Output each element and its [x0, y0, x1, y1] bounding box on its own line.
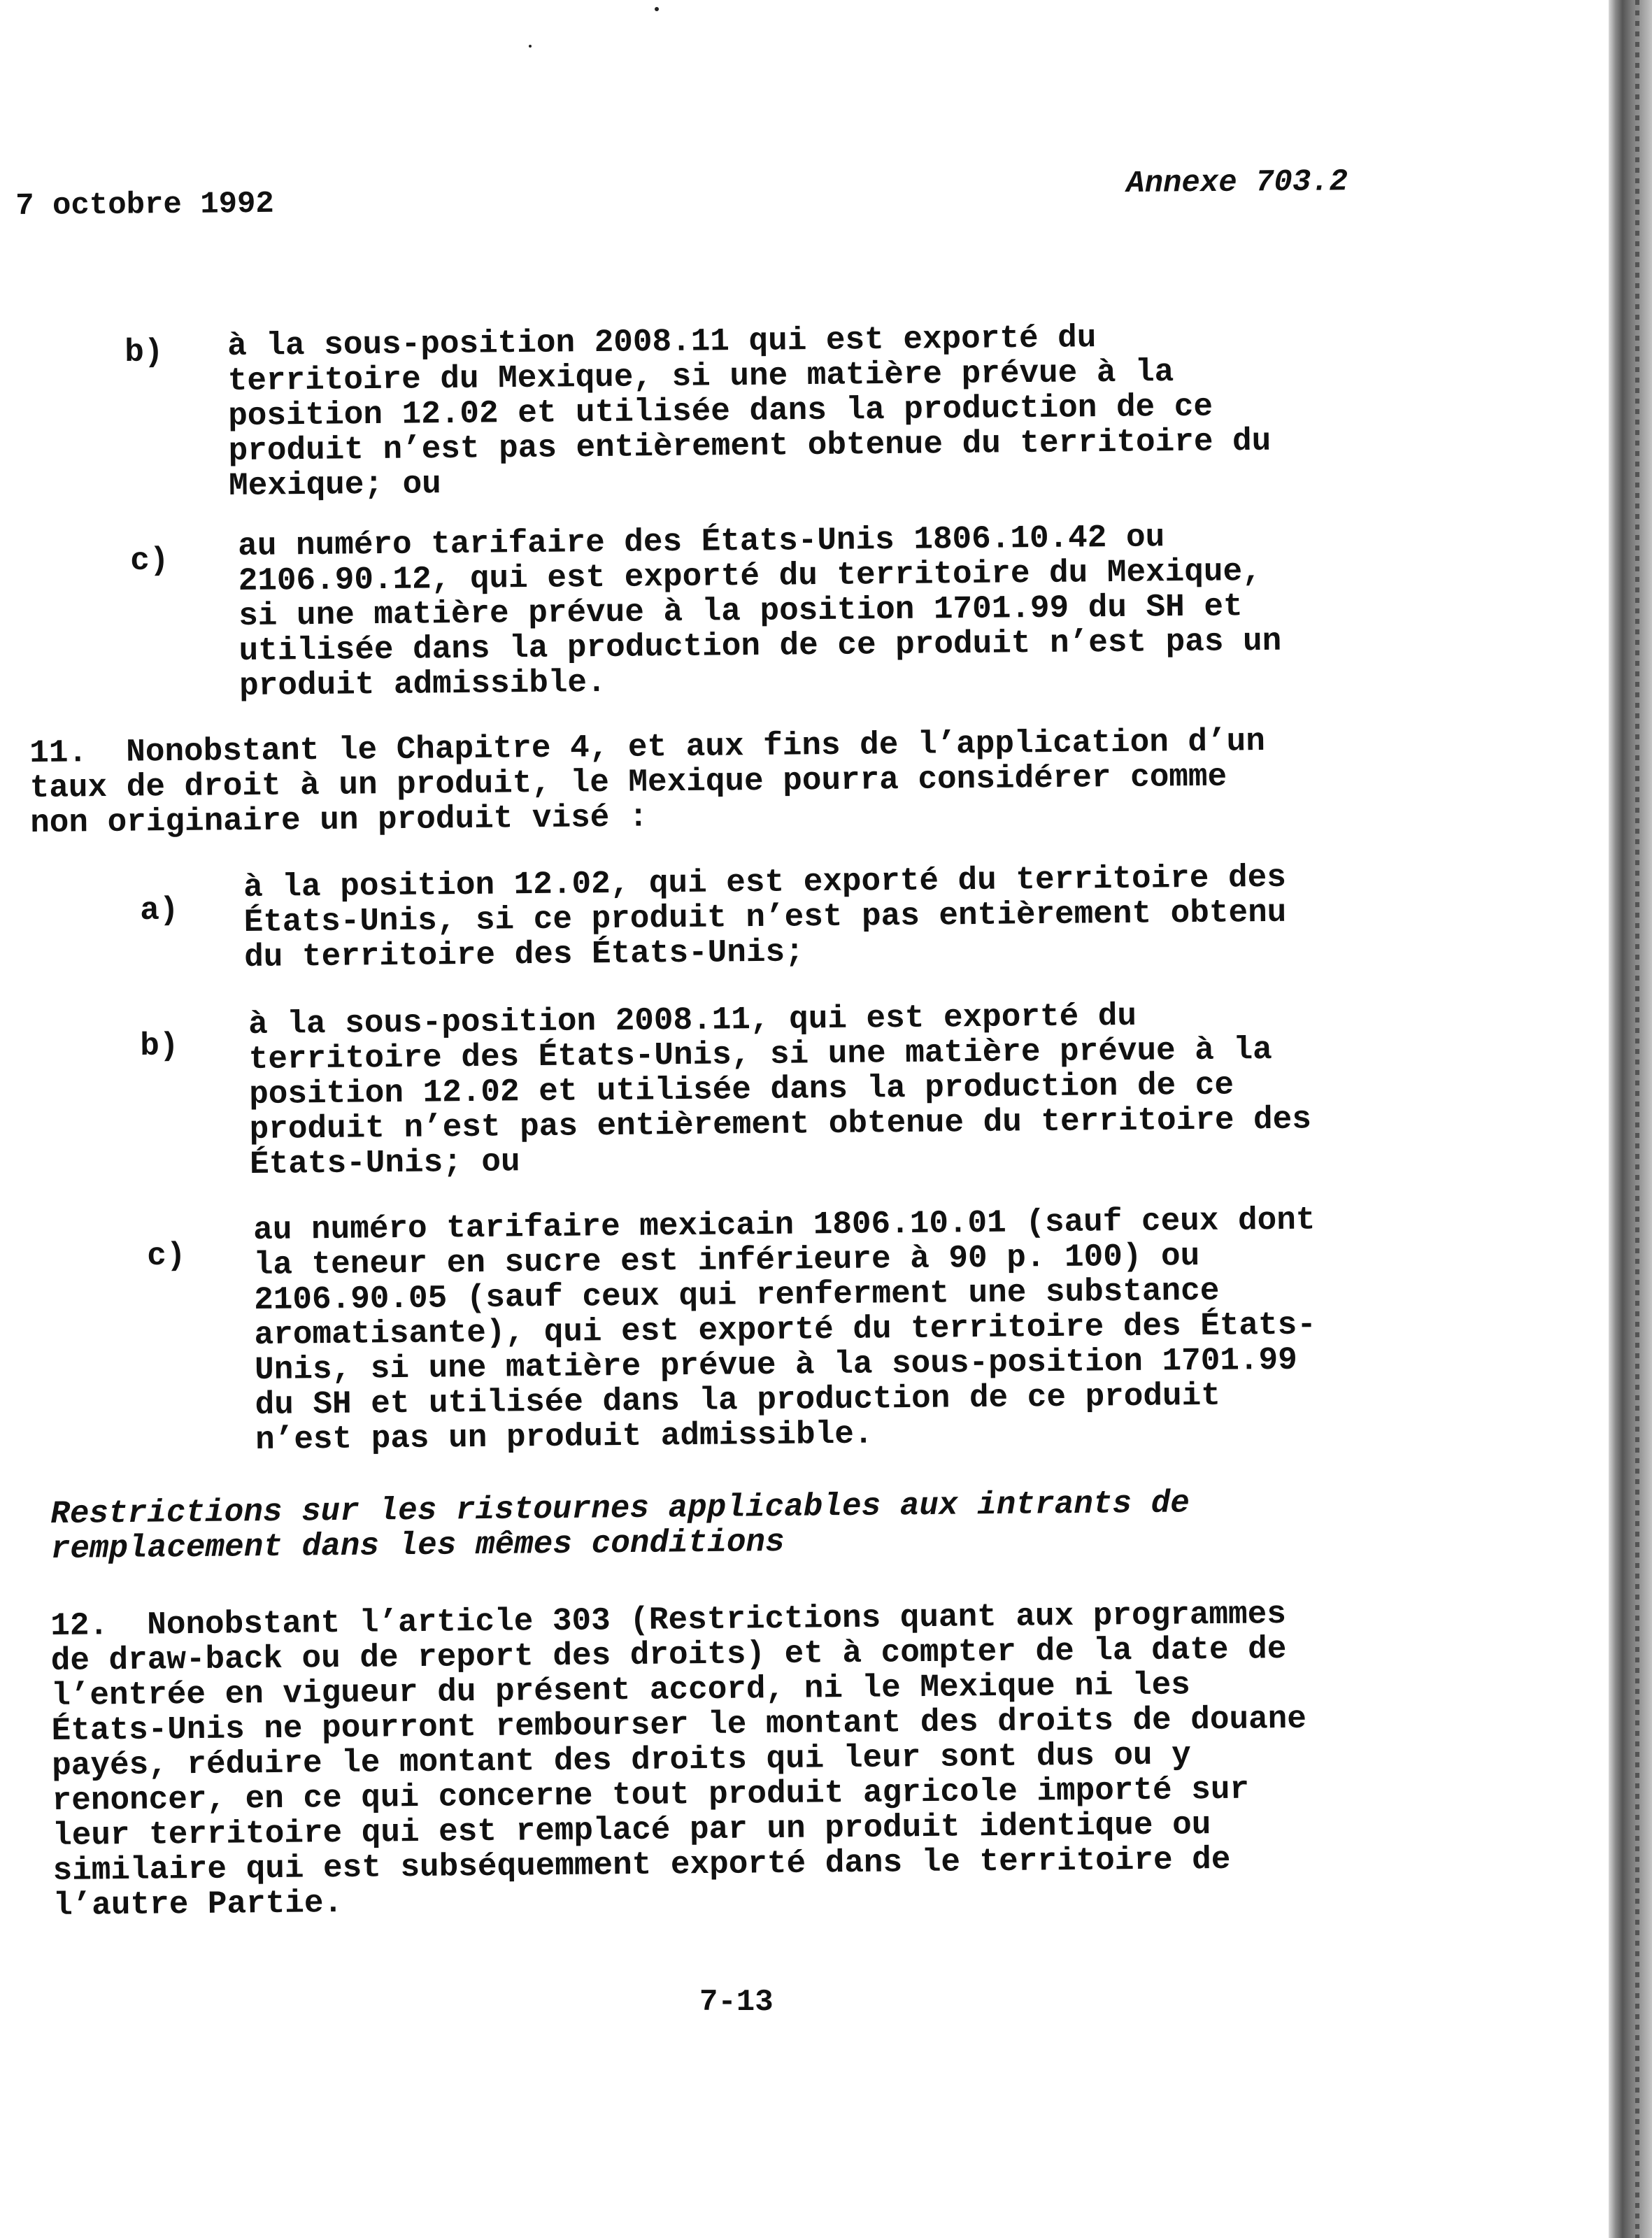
item-text-10c: au numéro tarifaire des États-Unis 1806.10.42 ou 2106.90.12, qui est exporté du territoire du Mexique, si une matière prévue à la position 1701.99 du SH et utilisée dans la production de ce produit n’est pas un produit admissible. — [237, 519, 1282, 704]
item-letter-10c: c) — [130, 542, 169, 579]
scan-edge-shadow — [1635, 0, 1639, 2238]
paragraph-12: 12. Nonobstant l’article 303 (Restrictions quant aux programmes de draw-back ou de report des droits) et à compter de la date de l’entrée en vigueur du présent accord, ni le Mexique ni les États-Unis ne pourront rembourser le montant des droits de douane payés, réduire le montant des droits qui leur sont dus ou y renoncer, en ce qui concerne tout produit agricole importé sur leur territoire qui est remplacé par un produit identique ou similaire qui est subséquemment exporté dans le territoire de l’autre Partie. — [50, 1596, 1307, 1924]
item-letter-11b: b) — [140, 1027, 179, 1064]
document-date: 7 octobre 1992 — [15, 186, 275, 224]
item-text-11b: à la sous-position 2008.11, qui est exporté du territoire des États-Unis, si une matière prévue à la position 12.02 et utilisée dans la production de ce produit n’est pas entièrement obtenue du territoire des États-Unis; ou — [248, 997, 1312, 1183]
paragraph-11-intro: 11. Nonobstant le Chapitre 4, et aux fins de l’application d’un taux de droit à un produit, le Mexique pourra considérer comme non originaire un produit visé : — [29, 723, 1266, 841]
item-letter-10b: b) — [124, 334, 164, 371]
scan-speck — [655, 7, 659, 11]
item-text-11a: à la position 12.02, qui est exporté du territoire des États-Unis, si ce produit n’est pas entièrement obtenu du territoire des États-Unis; — [243, 859, 1287, 976]
item-letter-11c: c) — [147, 1237, 186, 1274]
section-heading: Restrictions sur les ristournes applicables aux intrants de remplacement dans les mêmes conditions — [50, 1485, 1190, 1567]
scan-edge — [1609, 0, 1652, 2238]
item-letter-11a: a) — [140, 892, 179, 929]
page-number: 7-13 — [699, 1985, 774, 2020]
item-text-10b: à la sous-position 2008.11 qui est exporté du territoire du Mexique, si une matière prévue à la position 12.02 et utilisée dans la production de ce produit n’est pas entièrement obtenue du territoire du Mexique; ou — [227, 320, 1272, 504]
annex-reference: Annexe 703.2 — [1126, 164, 1348, 201]
scan-speck — [529, 45, 532, 48]
item-text-11c: au numéro tarifaire mexicain 1806.10.01 (sauf ceux dont la teneur en sucre est inférieure à 90 p. 100) ou 2106.90.05 (sauf ceux qui renferment une substance aromatisante), qui est exporté du territoire des États- Unis, si une matière prévue à la sous-position 1701.99 du SH et utilisée dans la production de ce produit n’est pas un produit admissible. — [252, 1202, 1317, 1458]
